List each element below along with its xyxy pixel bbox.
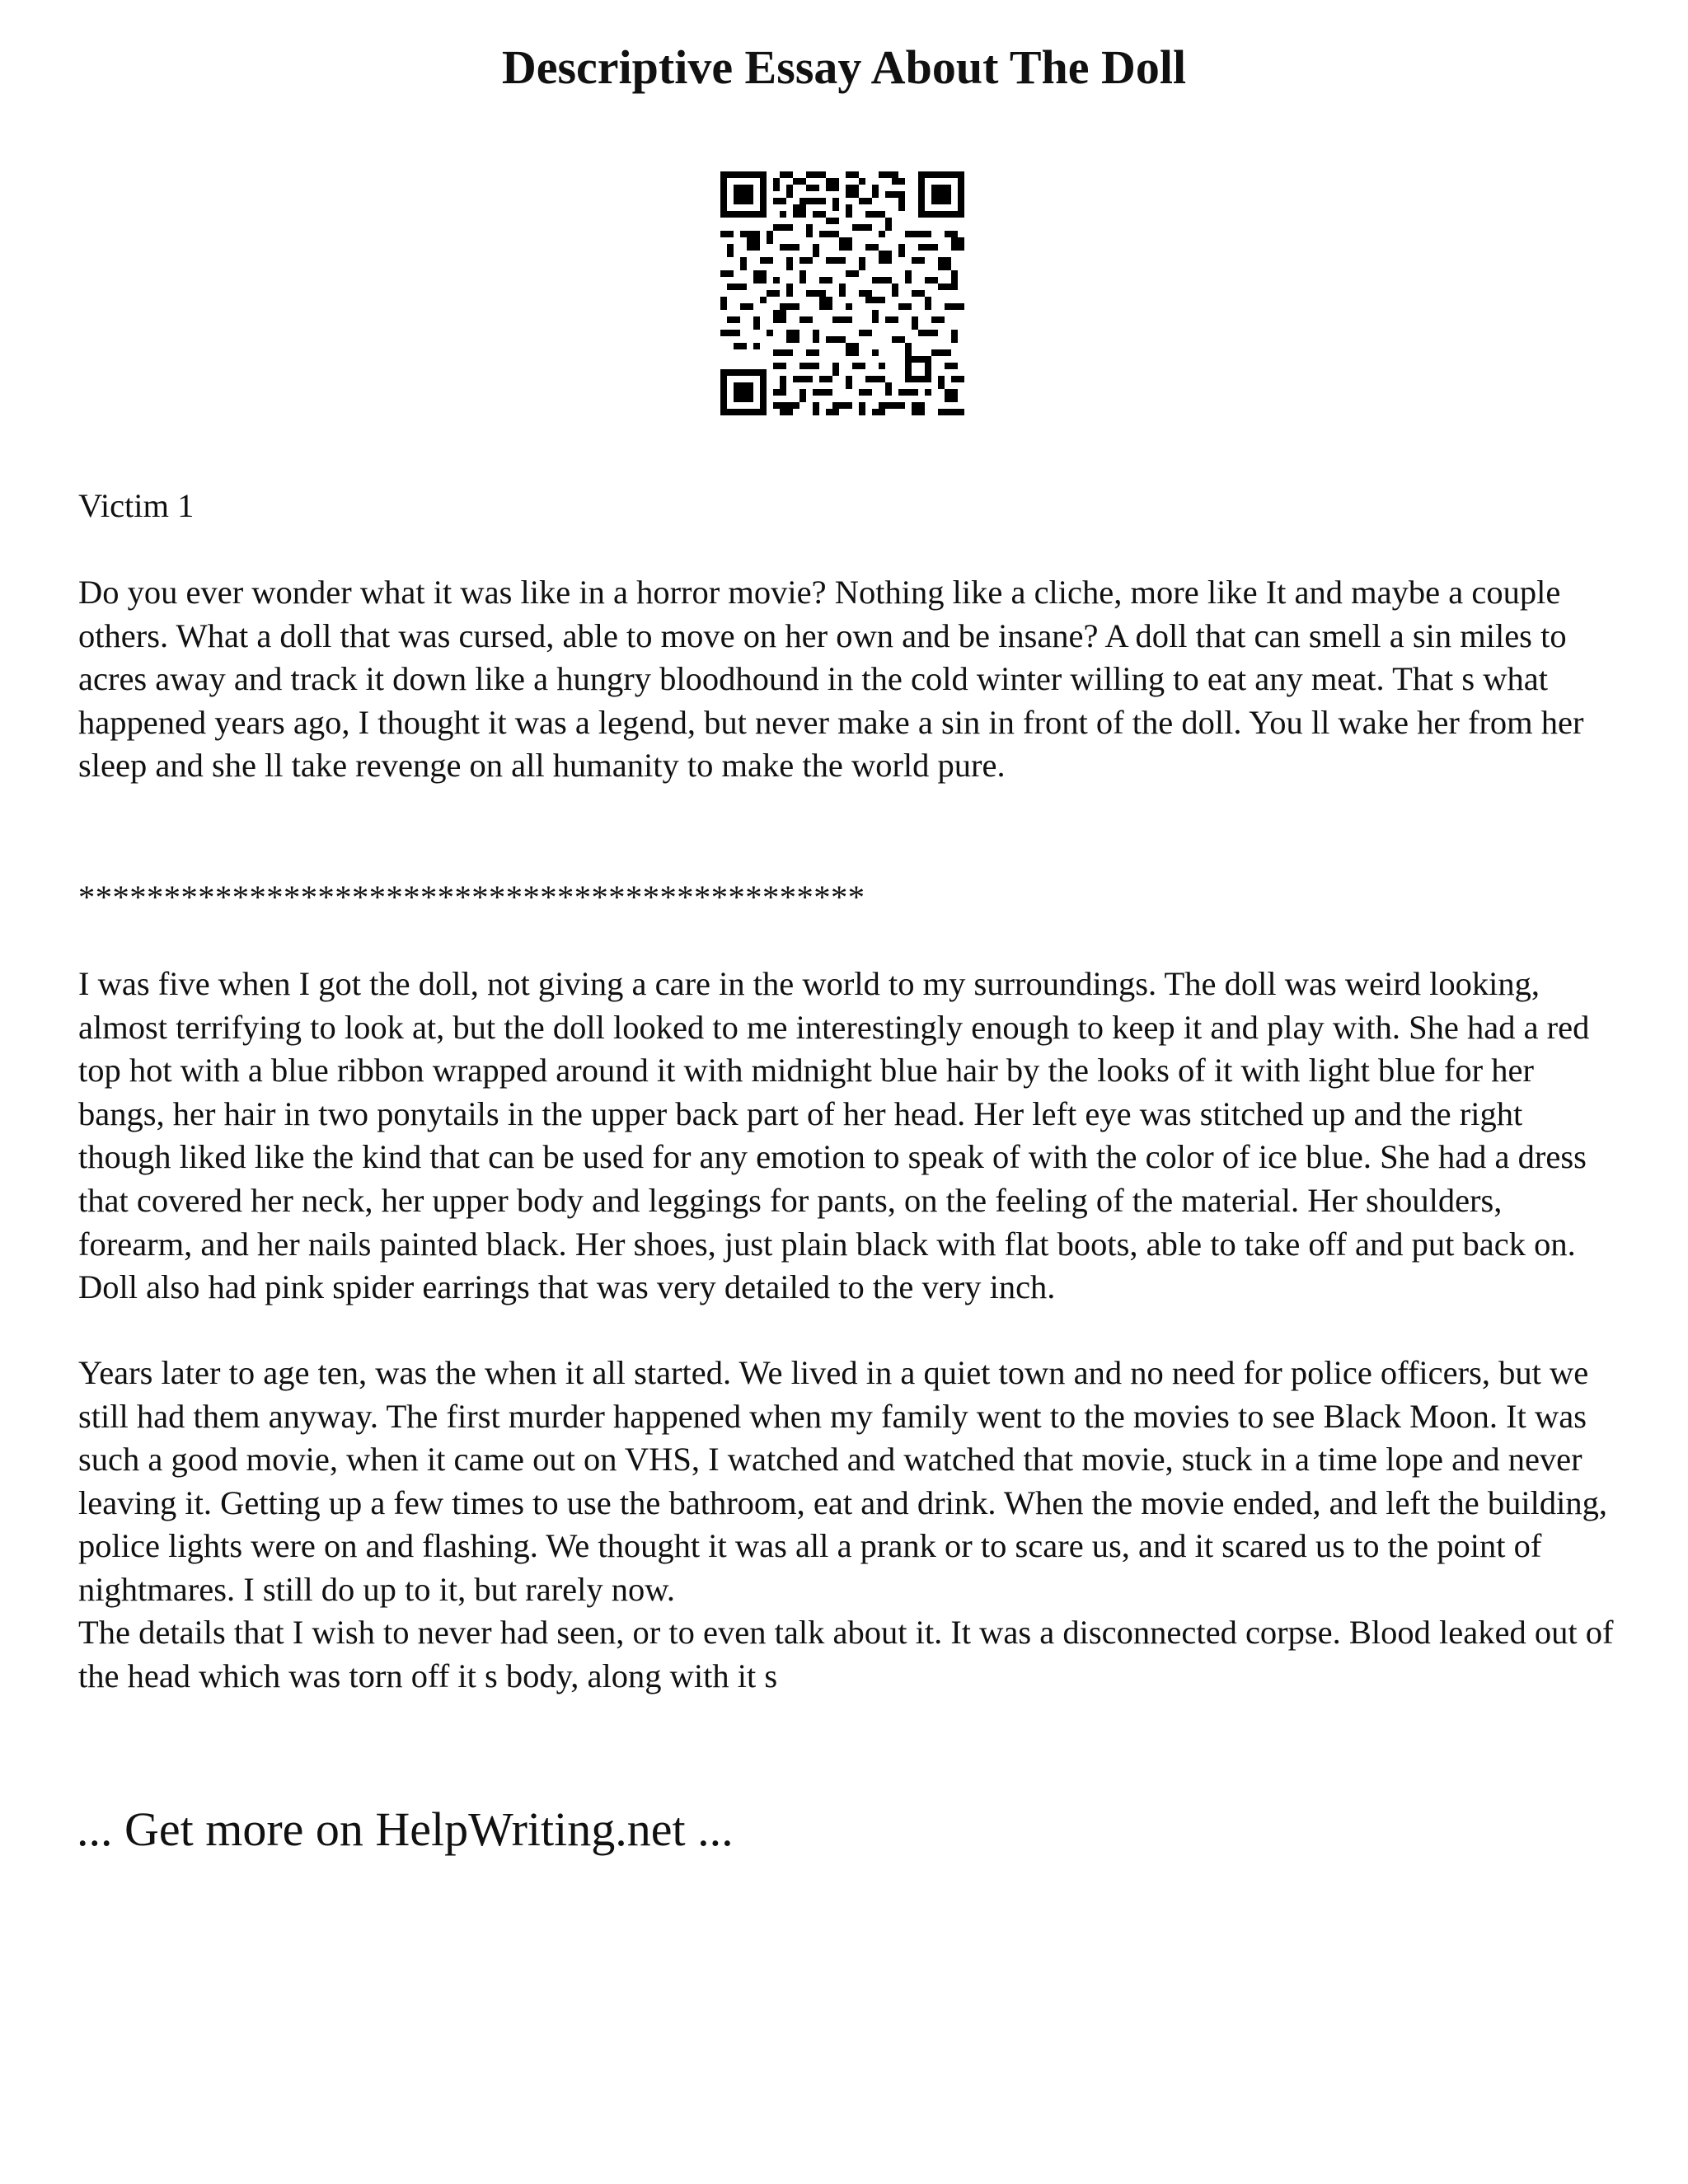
- paragraph-doll-description: I was five when I got the doll, not giving a care in the world to my surroundings. The doll was weird looking, almost terrifying to look at, but the doll looked to me interestingly enough to keep it and play with. She had a red top hot with a blue ribbon wrapped around it with midnight blue hair by the looks of it with light blue for her bangs, her hair in two ponytails in the upper back part of her head. Her left eye was stitched up and the right though liked like the kind that can be used for any emotion to speak of with the color of ice blue. She had a dress that covered her neck, her upper body and leggings for pants, on the feeling of the material. Her shoulders, forearm, and her nails painted black. Her shoes, just plain black with flat boots, able to take off and put back on. Doll also had pink spider earrings that was very detailed to the very inch.: [78, 965, 1590, 1306]
- paragraph-intro: Do you ever wonder what it was like in a horror movie? Nothing like a cliche, more like It and maybe a couple others. What a doll that was cursed, able to move on her own and be insane? A doll that can smell a sin miles to acres away and track it down like a hungry bloodhound in the cold winter willing to eat any meat. That s what happened years ago, I thought it was a legend, but never make a sin in front of the doll. You ll wake her from her sleep and she ll take revenge on all humanity to make the world pure.: [78, 574, 1584, 785]
- paragraph-crime-details: The details that I wish to never had seen, or to even talk about it. It was a disconnected corpse. Blood leaked out of the head which was torn off it s body, along with it s: [78, 1614, 1614, 1694]
- paragraph-first-murder: Years later to age ten, was the when it all started. We lived in a quiet town and no need for police officers, but we still had them anyway. The first murder happened when my family went to the movies to see Black Moon. It was such a good movie, when it came out on VHS, I watched and watched that movie, stuck in a time lope and never leaving it. Getting up a few times to use the bathroom, eat and drink. When the movie ended, and left the building, police lights were on and flashing. We thought it was all a prank or to scare us, and it scared us to the point of nightmares. I still do up to it, but rarely now.: [78, 1354, 1608, 1608]
- section-label: Victim 1: [78, 487, 195, 524]
- get-more-link[interactable]: ... Get more on HelpWriting.net ...: [77, 1802, 734, 1856]
- separator-line: **********************************************: [78, 879, 865, 916]
- document-title: Descriptive Essay About The Doll: [501, 40, 1187, 94]
- qr-code-icon: [720, 171, 964, 415]
